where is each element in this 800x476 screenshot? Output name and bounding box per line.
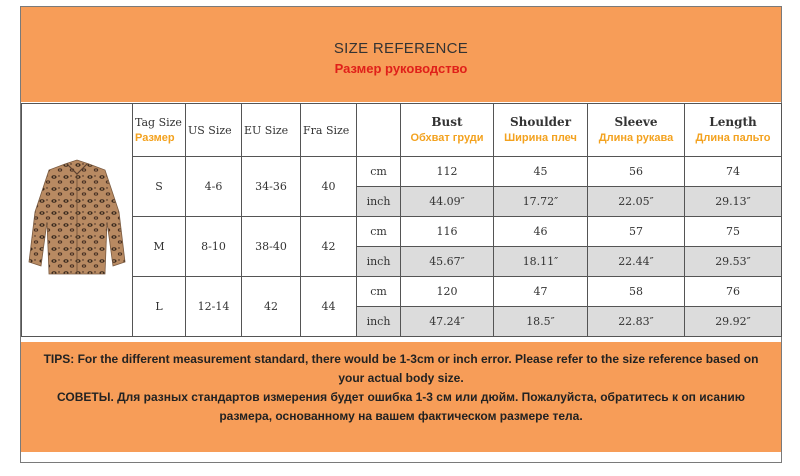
- eu-size-header: EU Size: [242, 104, 301, 157]
- unit-cm-cell: cm: [357, 157, 401, 187]
- shoulder-cm-cell: 46: [494, 217, 588, 247]
- product-image-cell: [22, 104, 133, 337]
- unit-inch-cell: inch: [357, 247, 401, 277]
- us-size-cell: 12-14: [186, 277, 242, 337]
- table-row: [22, 277, 782, 307]
- size-table: [21, 103, 782, 337]
- shoulder-header: [494, 104, 588, 157]
- chart-title: SIZE REFERENCE: [333, 40, 469, 57]
- tag-size-header: [133, 104, 186, 157]
- sleeve-inch-cell: 22.05″: [588, 187, 685, 217]
- unit-cm-cell: cm: [357, 277, 401, 307]
- fra-size-cell: 44: [301, 277, 357, 337]
- shoulder-label: Shoulder: [509, 114, 572, 129]
- tag-size-label-ru: Размер: [135, 131, 175, 144]
- shoulder-cm-cell: 45: [494, 157, 588, 187]
- sleeve-label: Sleeve: [614, 114, 658, 129]
- sleeve-label-ru: Длина рукава: [598, 131, 674, 144]
- shoulder-label-ru: Ширина плеч: [504, 131, 577, 144]
- fra-size-cell: 40: [301, 157, 357, 217]
- tag-size-cell: L: [133, 277, 186, 337]
- length-label-ru: Длина пальто: [695, 131, 771, 144]
- length-cm-cell: 74: [685, 157, 782, 187]
- leopard-shirt-image: [27, 150, 127, 290]
- bust-cm-cell: 112: [401, 157, 494, 187]
- tag-size-cell: M: [133, 217, 186, 277]
- sleeve-cm-cell: 57: [588, 217, 685, 247]
- shoulder-inch-cell: 17.72″: [494, 187, 588, 217]
- table-header-row: [22, 104, 782, 157]
- bust-inch-cell: 47.24″: [401, 307, 494, 337]
- shoulder-inch-cell: 18.5″: [494, 307, 588, 337]
- bust-label: Bust: [431, 114, 463, 129]
- fra-size-header: Fra Size: [301, 104, 357, 157]
- tips-box: [21, 342, 781, 452]
- sleeve-cm-cell: 58: [588, 277, 685, 307]
- unit-inch-cell: inch: [357, 307, 401, 337]
- eu-size-cell: 42: [242, 277, 301, 337]
- table-row: [22, 157, 782, 187]
- length-header: [685, 104, 782, 157]
- eu-size-cell: 38-40: [242, 217, 301, 277]
- us-size-header: US Size: [186, 104, 242, 157]
- sleeve-cm-cell: 56: [588, 157, 685, 187]
- length-cm-cell: 75: [685, 217, 782, 247]
- length-inch-cell: 29.92″: [685, 307, 782, 337]
- length-inch-cell: 29.13″: [685, 187, 782, 217]
- bust-cm-cell: 120: [401, 277, 494, 307]
- table-row: [22, 217, 782, 247]
- tips-text-en: TIPS: For the different measurement standard, there would be 1-3cm or inch error. Please refer to the size reference based on your actual body size.: [43, 352, 759, 385]
- sleeve-header: [588, 104, 685, 157]
- length-cm-cell: 76: [685, 277, 782, 307]
- us-size-cell: 8-10: [186, 217, 242, 277]
- eu-size-cell: 34-36: [242, 157, 301, 217]
- shoulder-inch-cell: 18.11″: [494, 247, 588, 277]
- unit-cm-cell: cm: [357, 217, 401, 247]
- unit-inch-cell: inch: [357, 187, 401, 217]
- fra-size-cell: 42: [301, 217, 357, 277]
- sleeve-inch-cell: 22.44″: [588, 247, 685, 277]
- length-label: Length: [709, 114, 757, 129]
- bust-inch-cell: 45.67″: [401, 247, 494, 277]
- tag-size-cell: S: [133, 157, 186, 217]
- bust-header: [401, 104, 494, 157]
- tag-size-label: Tag Size: [135, 115, 182, 129]
- length-inch-cell: 29.53″: [685, 247, 782, 277]
- bust-cm-cell: 116: [401, 217, 494, 247]
- sleeve-inch-cell: 22.83″: [588, 307, 685, 337]
- unit-header-empty: [357, 104, 401, 157]
- tips-text-ru: СОВЕТЫ. Для разных стандартов измерения будет ошибка 1-3 см или дюйм. Пожалуйста, обратитесь к оп исанию размера, основанному на вашем фактическом размере тела.: [57, 390, 745, 423]
- bust-inch-cell: 44.09″: [401, 187, 494, 217]
- chart-subtitle: Размер руководство: [334, 61, 468, 76]
- shoulder-cm-cell: 47: [494, 277, 588, 307]
- bust-label-ru: Обхват груди: [410, 131, 484, 144]
- size-chart-header: [21, 7, 781, 102]
- us-size-cell: 4-6: [186, 157, 242, 217]
